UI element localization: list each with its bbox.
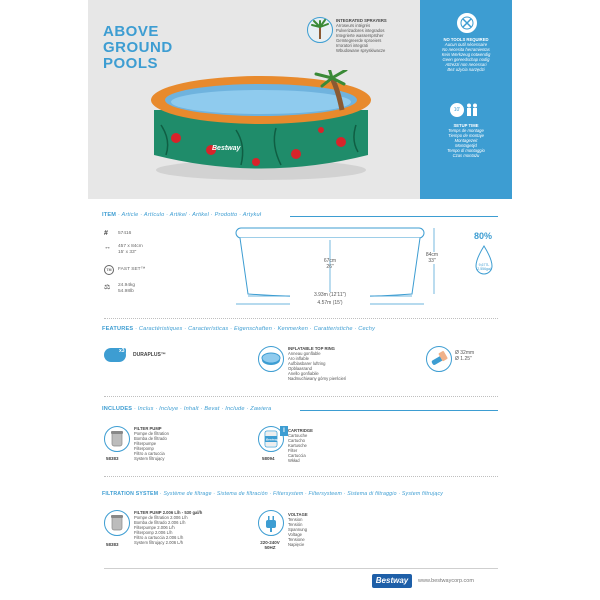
- item-section-header: [102, 212, 261, 218]
- top-ring-line: Anneau gonflable: [288, 351, 321, 356]
- section-separator: [104, 476, 498, 477]
- side-panel: [420, 0, 512, 199]
- weight-lb: 54.98lb: [118, 289, 134, 294]
- person-icon: [465, 103, 479, 117]
- connector-size-in: Ø 1.25": [455, 356, 472, 362]
- article-number: 57416: [118, 231, 132, 236]
- voltage-range: 220-240V: [260, 540, 280, 545]
- voltage-plug-icon: [258, 510, 284, 536]
- top-ring-icon: [258, 346, 284, 372]
- pool-illustration: [146, 70, 376, 182]
- article-number-row: [104, 230, 132, 237]
- sprayer-line: Wbudowane spryskiwacze: [336, 48, 386, 53]
- filter-pump-icon: [104, 510, 130, 536]
- filtration-pump-line: System filtrujący 2.006 L/h: [134, 540, 184, 545]
- palm-sprayer-icon: [307, 17, 333, 43]
- outer-height-label: [420, 252, 444, 264]
- filter-pump-line: Bomba de filtrado: [134, 436, 167, 441]
- top-ring-block: [288, 346, 378, 381]
- no-tools-line: No necesita herramientas: [442, 47, 490, 52]
- title-line: POOLS: [103, 55, 159, 72]
- filtration-pump-heading: FILTER PUMP 2.006 L/h - 530 gal/h: [134, 510, 203, 515]
- dimensions-metric: 457 x 84cm: [118, 244, 143, 249]
- filter-pump-block: [134, 426, 224, 461]
- top-ring-line: Aro inflable: [288, 356, 309, 361]
- filter-pump-icon: [104, 426, 130, 452]
- features-section-header: [102, 326, 375, 332]
- item-header-rule: [290, 216, 498, 217]
- setup-time-block: [424, 123, 508, 158]
- cartridge-code: 58094: [262, 456, 275, 461]
- filter-pump-line: Filtro a cartuccia: [134, 451, 165, 456]
- page-title: [103, 24, 173, 72]
- filtration-pump-line: Pompe de filtration 2.006 L/h: [134, 515, 188, 520]
- weight-icon: ⚖: [104, 284, 111, 291]
- title-line: GROUND: [103, 39, 173, 56]
- setup-time-heading: SETUP TIME: [453, 123, 479, 128]
- hero-panel: [88, 0, 420, 199]
- setup-line: Tempo di montaggio: [447, 148, 485, 153]
- filtration-pump-line: Filtro a cartuccia 2.006 L/h: [134, 535, 184, 540]
- bestway-logo: Bestway: [372, 574, 412, 588]
- no-tools-line: Attrezzi non necessari: [445, 62, 487, 67]
- water-volume-gallons: 2,556gal: [477, 267, 491, 271]
- inner-height-in: 26": [326, 264, 334, 270]
- features-header-translations: · Caractéristiques · Características · Eigenschaften · Kenmerken · Caratteristiche · Cechy: [135, 326, 376, 332]
- cartridge-heading: CARTRIDGE: [288, 428, 313, 433]
- voltage-spec: [255, 540, 285, 550]
- setup-line: Montagetijd: [455, 143, 477, 148]
- weight-row: [104, 283, 136, 294]
- cartridge-type-badge: I: [280, 426, 288, 436]
- cartridge-brand-text: Bestway: [266, 437, 279, 442]
- cartridge-block: [288, 428, 378, 463]
- includes-header-label: INCLUDES: [102, 406, 133, 412]
- fast-set-row: [104, 265, 146, 275]
- includes-section-header: [102, 406, 272, 412]
- voltage-heading: VOLTAGE: [288, 512, 308, 517]
- filter-pump-line: Pompe de filtration: [134, 431, 169, 436]
- cartridge-line: Wkład: [288, 458, 300, 463]
- filter-pump-line: Filterpomp: [134, 446, 154, 451]
- setup-line: Montagezeit: [454, 138, 478, 143]
- section-separator: [104, 318, 498, 319]
- fill-percent: 80%: [474, 231, 493, 241]
- filtration-pump-line: Filterpomp 2.006 L/h: [134, 530, 173, 535]
- filtration-header-label: FILTRATION SYSTEM: [102, 491, 159, 497]
- fast-set-icon: TM: [104, 265, 114, 275]
- cartridge-line: Cartuccia: [288, 453, 306, 458]
- sprayer-feature: [336, 18, 418, 53]
- filtration-pump-block: [134, 510, 244, 545]
- no-tools-block: [424, 37, 508, 72]
- top-ring-line: Opblaasrand: [288, 366, 312, 371]
- cartridge-line: Kartusche: [288, 443, 307, 448]
- footer-url[interactable]: www.bestwaycorp.com: [418, 578, 474, 584]
- setup-time-badge: 10': [450, 103, 464, 117]
- sprayer-line: Irroratori integrati: [336, 43, 368, 48]
- voltage-frequency: 50HZ: [264, 545, 276, 550]
- top-ring-line: Anello gonfiabile: [288, 371, 319, 376]
- dimensions-icon: ↔: [104, 244, 111, 251]
- inner-height-label: [312, 258, 348, 270]
- sprayer-heading: INTEGRATED SPRAYERS: [336, 18, 387, 23]
- cartridge-line: Cartucho: [288, 438, 305, 443]
- hash-icon: #: [104, 230, 108, 237]
- item-header-label: ITEM: [102, 212, 117, 218]
- connector-icon: [426, 346, 452, 372]
- filtration-pump-line: Bomba de filtrado 2.006 L/h: [134, 520, 186, 525]
- setup-line: Tiempo de montaje: [448, 133, 484, 138]
- filter-pump-heading: FILTER PUMP: [134, 426, 162, 431]
- voltage-line: Tensión: [288, 522, 303, 527]
- top-ring-heading: INFLATABLE TOP RING: [288, 346, 335, 351]
- cartridge-line: Cartouche: [288, 433, 308, 438]
- voltage-line: Voltage: [288, 532, 302, 537]
- outer-diameter-label: 4.57m (15'): [290, 300, 370, 306]
- filtration-section-header: [102, 491, 443, 497]
- title-line: ABOVE: [103, 23, 159, 40]
- cartridge-line: Filter: [288, 448, 298, 453]
- duraplus-badge: x3: [119, 348, 125, 354]
- filtration-pump-code: 58383: [106, 542, 119, 547]
- weight-kg: 24.94kg: [118, 283, 136, 288]
- voltage-line: Napięcie: [288, 542, 305, 547]
- filter-pump-line: System filtrujący: [134, 456, 165, 461]
- dimensions-imperial: 15' x 33": [118, 250, 137, 255]
- voltage-line: Spannung: [288, 527, 308, 532]
- outer-height-cm: 84cm: [425, 252, 439, 258]
- top-ring-line: Aufblasbarer luftring: [288, 361, 326, 366]
- section-separator: [104, 396, 498, 397]
- features-header-label: FEATURES: [102, 326, 134, 332]
- sprayer-line: Arroseurs intégrés: [336, 23, 371, 28]
- no-tools-heading: NO TOOLS REQUIRED: [443, 37, 489, 42]
- sprayer-line: Pulverizadores integrados: [336, 28, 385, 33]
- connector-size-mm: Ø 32mm: [455, 350, 475, 356]
- voltage-line: Tension: [288, 517, 303, 522]
- connector-size: [455, 350, 474, 362]
- includes-header-rule: [300, 410, 498, 411]
- voltage-line: Tensione: [288, 537, 305, 542]
- setup-line: Czas montażu: [452, 153, 480, 158]
- top-ring-line: Nadmuchiwany górny pierścień: [288, 376, 347, 381]
- no-tools-line: Aucun outil nécessaire: [444, 42, 488, 47]
- sprayer-line: Geïntegreerde sproeiers: [336, 38, 382, 43]
- filter-pump-line: Filterpumpe: [134, 441, 157, 446]
- pool-brand-text: Bestway: [212, 145, 241, 152]
- filtration-header-translations: · Système de filtrage · Sistema de filtración · Filtersystem · Filtersysteem · Sistema di filtraggio · System filtrujący: [159, 491, 444, 497]
- no-tools-icon: [457, 13, 477, 33]
- outer-height-in: 33": [428, 258, 436, 264]
- water-volume: [474, 263, 494, 271]
- fast-set-label: FAST SET™: [118, 267, 146, 272]
- setup-line: Temps de montage: [448, 128, 484, 133]
- no-tools-line: Geen gereedschap nodig: [442, 57, 490, 62]
- sprayer-line: Integrierte wassersprüher: [336, 33, 384, 38]
- filter-pump-code: 58383: [106, 456, 119, 461]
- includes-header-translations: · Inclus · Incluye · Inhalt · Bevat · Include · Zawiera: [133, 406, 272, 412]
- water-drop-icon: [473, 245, 495, 277]
- inner-height-cm: 67cm: [323, 258, 337, 264]
- item-header-translations: · Article · Artículo · Artikel · Artikel · Prodotto · Artykuł: [117, 212, 262, 218]
- inner-diameter-label: 3.93m (12'11"): [290, 292, 370, 298]
- filtration-pump-line: Filterpumpe 2.006 L/h: [134, 525, 175, 530]
- footer-rule: [104, 568, 498, 569]
- voltage-block: [288, 512, 368, 547]
- water-volume-litres: 9,677L: [478, 263, 490, 267]
- no-tools-line: Kein Werkzeug notwendig: [441, 52, 491, 57]
- dimensions-row: [104, 244, 143, 255]
- no-tools-line: Bez użycia narzędzi: [447, 67, 485, 72]
- duraplus-label: DURAPLUS™: [133, 352, 166, 358]
